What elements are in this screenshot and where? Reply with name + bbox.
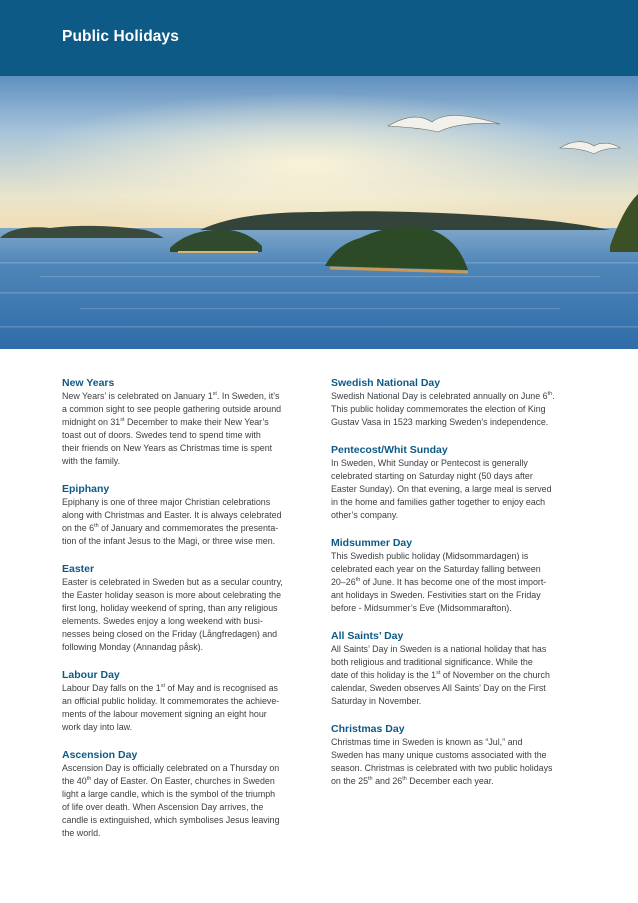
body-line: before - Midsummer’s Eve (Midsommarafton). bbox=[331, 603, 512, 613]
page-header bbox=[0, 0, 638, 76]
section-title: Midsummer Day bbox=[331, 537, 413, 549]
section-title: Epiphany bbox=[62, 483, 110, 495]
hero-photo-archipelago bbox=[0, 76, 638, 349]
body-line: work day into law. bbox=[62, 722, 133, 732]
body-line: In Sweden, Whit Sunday or Pentecost is generally bbox=[331, 458, 528, 468]
body-line: the Easter holiday season is more about celebrating the bbox=[62, 590, 282, 600]
section-easter bbox=[62, 562, 308, 654]
body-line: of life over death. When Ascension Day arrives, the bbox=[62, 802, 264, 812]
body-line: New Years’ is celebrated on January 1st. In Sweden, it’s bbox=[62, 391, 280, 401]
section-epiphany bbox=[62, 482, 308, 548]
body-line: Easter is celebrated in Sweden but as a secular country, bbox=[62, 577, 283, 587]
body-line: the 40th day of Easter. On Easter, churches in Sweden bbox=[62, 776, 275, 786]
body-line: tion of the infant Jesus to the Magi, or three wise men. bbox=[62, 536, 276, 546]
body-line: on the 6th of January and commemorates the presenta- bbox=[62, 523, 279, 533]
section-body bbox=[331, 550, 577, 615]
body-line: season. Christmas is celebrated with two public holidays bbox=[331, 763, 553, 773]
section-midsummer-day bbox=[331, 536, 577, 615]
section-body bbox=[62, 576, 308, 654]
section-body bbox=[331, 643, 577, 708]
body-line: calendar, Sweden observes All Saints’ Day on the First bbox=[331, 683, 546, 693]
section-body bbox=[62, 682, 308, 734]
left-column bbox=[62, 376, 308, 854]
section-ascension-day bbox=[62, 748, 308, 840]
body-line: 20–26th of June. It has become one of the most import- bbox=[331, 577, 547, 587]
section-body bbox=[62, 496, 308, 548]
section-title: Easter bbox=[62, 563, 95, 575]
body-line: Sweden has many unique customs associated with the bbox=[331, 750, 547, 760]
section-all-saints-day bbox=[331, 629, 577, 708]
body-line: Swedish National Day is celebrated annually on June 6th. bbox=[331, 391, 555, 401]
body-line: in the home and families gather together to enjoy each bbox=[331, 497, 546, 507]
body-line: an official public holiday. It commemorates the achieve- bbox=[62, 696, 280, 706]
body-line: nesses being closed on the Friday (Långfredagen) and bbox=[62, 629, 278, 639]
body-line: Epiphany is one of three major Christian celebrations bbox=[62, 497, 271, 507]
section-title: Christmas Day bbox=[331, 723, 405, 735]
body-line: following Monday (Annandag påsk). bbox=[62, 642, 204, 652]
body-line: Easter Sunday). On that evening, a large meal is served bbox=[331, 484, 552, 494]
body-line: Labour Day falls on the 1st of May and is recognised as bbox=[62, 683, 278, 693]
body-line: celebrated starting on Saturday night (50 days after bbox=[331, 471, 533, 481]
body-line: first long, holiday weekend of spring, than any religious bbox=[62, 603, 278, 613]
body-line: date of this holiday is the 1st of November on the church bbox=[331, 670, 550, 680]
section-pentecost bbox=[331, 443, 577, 522]
section-body bbox=[331, 736, 577, 788]
section-title: Swedish National Day bbox=[331, 377, 441, 389]
body-line: Gustav Vasa in 1523 marking Sweden’s independence. bbox=[331, 417, 549, 427]
section-swedish-national-day bbox=[331, 376, 577, 429]
body-line: a common sight to see people gathering outside around bbox=[62, 404, 282, 414]
body-line: celebrated each year on the Saturday falling between bbox=[331, 564, 541, 574]
body-line: All Saints’ Day in Sweden is a national holiday that has bbox=[331, 644, 547, 654]
section-body bbox=[62, 390, 308, 468]
section-title: Labour Day bbox=[62, 669, 120, 681]
section-body bbox=[331, 457, 577, 522]
body-line: their friends on New Years as Christmas time is spent bbox=[62, 443, 273, 453]
section-body bbox=[331, 390, 577, 429]
section-title: All Saints’ Day bbox=[331, 630, 404, 642]
body-line: ant holidays in Sweden. Festivities start on the Friday bbox=[331, 590, 541, 600]
body-line: Saturday in November. bbox=[331, 696, 422, 706]
section-title: Pentecost/Whit Sunday bbox=[331, 444, 448, 456]
body-line: toast out of doors. Swedes tend to spend time with bbox=[62, 430, 261, 440]
body-line: both religious and traditional significance. While the bbox=[331, 657, 533, 667]
section-title: New Years bbox=[62, 377, 115, 389]
body-line: ments of the labour movement signing an eight hour bbox=[62, 709, 267, 719]
body-line: along with Christmas and Easter. It is always celebrated bbox=[62, 510, 282, 520]
right-column bbox=[331, 376, 577, 802]
body-line: This public holiday commemorates the election of King bbox=[331, 404, 546, 414]
body-line: with the family. bbox=[62, 456, 121, 466]
body-line: This Swedish public holiday (Midsommardagen) is bbox=[331, 551, 529, 561]
section-christmas-day bbox=[331, 722, 577, 788]
section-new-years bbox=[62, 376, 308, 468]
body-line: midnight on 31st December to make their New Year’s bbox=[62, 417, 269, 427]
page-title: Public Holidays bbox=[62, 28, 179, 45]
section-title: Ascension Day bbox=[62, 749, 138, 761]
body-line: other’s company. bbox=[331, 510, 399, 520]
body-line: on the 25th and 26th December each year. bbox=[331, 776, 494, 786]
body-line: the world. bbox=[62, 828, 101, 838]
body-line: candle is extinguished, which symbolises Jesus leaving bbox=[62, 815, 280, 825]
body-line: Ascension Day is officially celebrated on a Thursday on bbox=[62, 763, 280, 773]
section-body bbox=[62, 762, 308, 840]
body-line: Christmas time in Sweden is known as “Jul,” and bbox=[331, 737, 523, 747]
body-line: elements. Swedes enjoy a long weekend with busi- bbox=[62, 616, 263, 626]
section-labour-day bbox=[62, 668, 308, 734]
body-line: light a large candle, which is the symbol of the triumph bbox=[62, 789, 276, 799]
